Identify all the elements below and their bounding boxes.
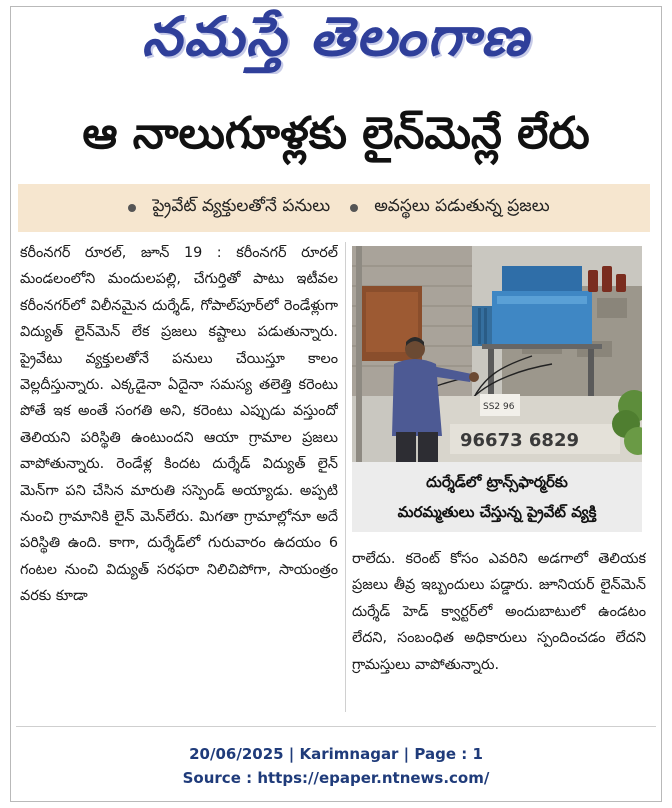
body-right-text: రాలేదు. కరెంట్ కోసం ఎవరిని అడగాలో తెలియక ప్రజలు తీవ్ర ఇబ్బందులు పడ్డారు. జూనియర్ లైన్‌మెన్ దుర్శేడ్ హెడ్ క్వార్టర్‌లో అందుబాటులో ఉండటం లేదని, సంబంధిత అధికారులు స్పందించడం లేదని గ్రామస్తులు వాపోతున్నారు. — [352, 551, 646, 673]
caption-line-1: దుర్శేడ్‌లో ట్రాన్స్‌ఫార్మర్‌కు — [426, 473, 568, 491]
article-photo — [352, 246, 642, 462]
bullet-icon — [128, 204, 136, 212]
photo-caption — [352, 462, 642, 532]
newspaper-masthead — [0, 0, 672, 74]
article-headline: ఆ నాలుగూళ్లకు లైన్‌మెన్లే లేరు — [82, 108, 590, 159]
footer-source-link[interactable]: Source : https://epaper.ntnews.com/ — [182, 769, 490, 787]
page-footer — [0, 742, 672, 790]
column-divider — [345, 242, 346, 712]
photo-transformer-repair — [352, 246, 642, 462]
bullet-icon — [350, 204, 358, 212]
pole-sign-text: SS2 96 — [483, 402, 515, 412]
subhead-2: అవస్థలు పడుతున్న ప్రజలు — [374, 196, 550, 216]
subhead-1: ప్రైవేట్ వ్యక్తులతోనే పనులు — [152, 196, 331, 216]
subheading-band — [18, 184, 650, 232]
masthead-title: నమస్తే తెలంగాణ — [141, 5, 531, 68]
article-body-right-column — [352, 546, 646, 716]
footer-divider — [16, 726, 656, 727]
body-left-text: కరీంనగర్ రూరల్, జూన్ 19 : కరీంనగర్ రూరల్ మండలంలోని మందులపల్లి, చేగుర్తితో పాటు ఇటీవల కరీంనగర్‌లో విలీనమైన దుర్శేడ్, గోపాల్‌పూర్‌లో రెండేళ్లుగా విద్యుత్ లైన్‌మెన్ లేక ప్రజలు కష్టాలు పడుతున్నారు. ప్రైవేటు వ్యక్తులతోనే పనులు చేయిస్తూ కాలం వెల్లదీస్తున్నారు. ఎక్కడైనా ఏదైనా సమస్య తలెత్తి కరెంటు పోతే ఇక అంతే సంగతి అని, కరెంటు ఎప్పుడు వస్తుందో తెలియని పరిస్థితి ఉంటుందని ఆయా గ్రామాల ప్రజలు వాపోతున్నారు. రెండేళ్ల కిందట దుర్శేడ్ విద్యుత్ లైన్ మెన్‌గా పని చేసిన మారుతి సస్పెండ్ అయ్యాడు. అప్పటి నుంచి గ్రామానికి లైన్ మెన్‌లేరు. మిగతా గ్రామాల్లోనూ అదే పరిస్థితి ఉంది. కాగా, దుర్శేడ్‌లో గురువారం ఉదయం 6 గంటల నుంచి విద్యుత్ సరఫరా నిలిచిపోగా, సాయంత్రం వరకు కూడా — [20, 245, 338, 605]
wall-number-text: 96673 6829 — [460, 430, 579, 451]
caption-line-2: మరమ్మతులు చేస్తున్న ప్రైవేట్ వ్యక్తి — [397, 503, 597, 521]
footer-date-line: 20/06/2025 | Karimnagar | Page : 1 — [189, 745, 483, 763]
article-body-left-column — [20, 240, 338, 708]
